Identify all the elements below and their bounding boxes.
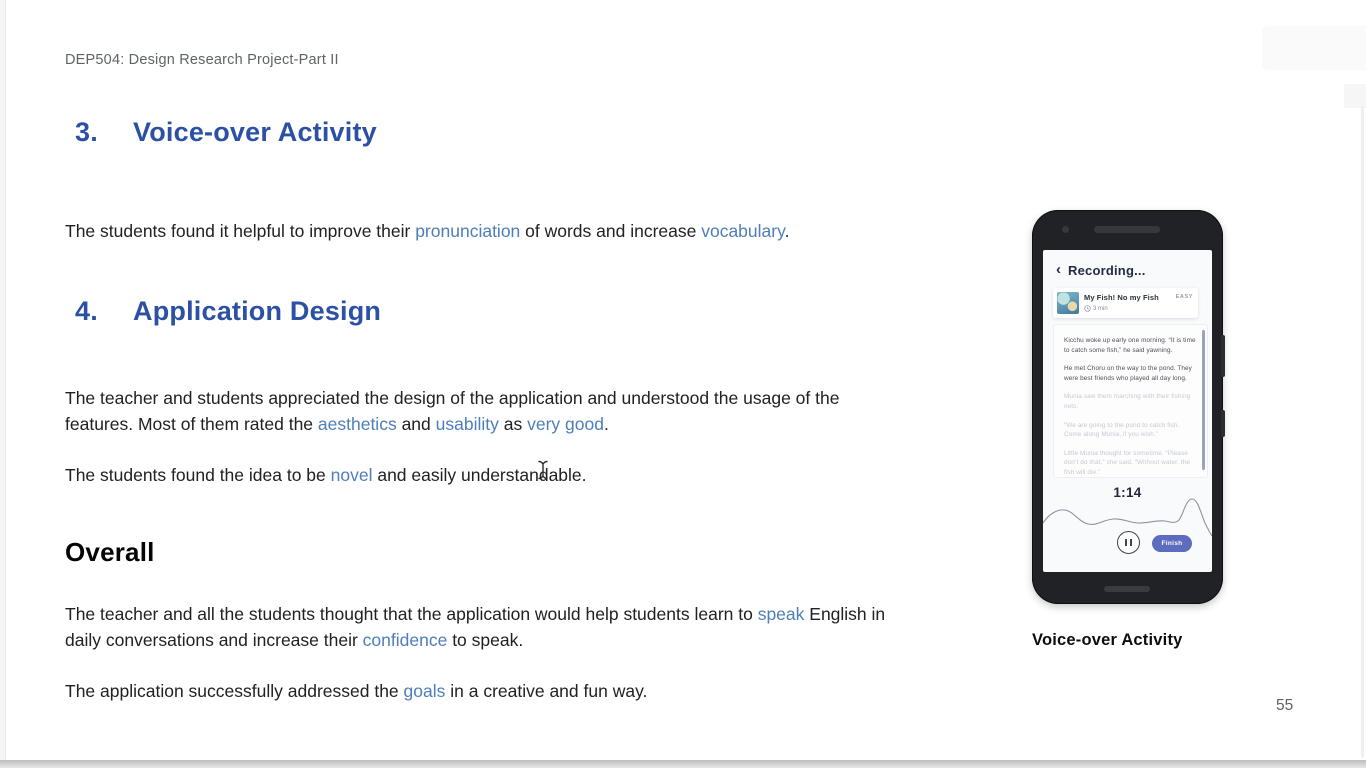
document-header: DEP504: Design Research Project-Part II xyxy=(65,52,339,68)
doc-text: The students found it helpful to improve their xyxy=(65,221,416,241)
page-number: 55 xyxy=(1276,697,1294,714)
heading-voice-over-activity[interactable] xyxy=(0,117,377,148)
faded-overlay-artifact xyxy=(1344,84,1366,108)
faded-overlay-artifact xyxy=(1262,26,1366,70)
front-camera-dot xyxy=(1062,226,1069,233)
doc-text: The students found the idea to be xyxy=(65,465,331,485)
paragraph[interactable] xyxy=(65,385,1025,437)
doc-text: . xyxy=(784,221,790,241)
paragraph[interactable] xyxy=(65,678,1025,704)
doc-link[interactable]: vocabulary xyxy=(701,221,785,241)
story-card xyxy=(1053,288,1198,318)
clock-icon xyxy=(1084,305,1091,312)
figure-caption: Voice-over Activity xyxy=(1032,631,1183,649)
doc-text: The teacher and students appreciated the design of the application and understood the usage of the xyxy=(65,388,840,408)
story-paragraph: Kicchu woke up early one morning. “It is time to catch some fish,” he said yawning. xyxy=(1064,337,1196,354)
recording-timer: 1:14 xyxy=(1113,485,1142,500)
doc-text: features. Most of them rated the xyxy=(65,414,318,434)
window-scrollbar-track[interactable] xyxy=(1361,106,1364,758)
doc-text: English in xyxy=(804,604,886,624)
pause-button xyxy=(1117,531,1140,554)
doc-text: . xyxy=(603,414,609,434)
story-thumbnail xyxy=(1057,292,1079,314)
doc-link[interactable]: speak xyxy=(757,604,805,624)
pause-icon xyxy=(1125,539,1127,546)
paragraph[interactable] xyxy=(65,218,1025,244)
heading-label: Voice-over Activity xyxy=(133,117,377,147)
doc-text: in a creative and fun way. xyxy=(445,681,648,701)
story-paragraph: He met Choru on the way to the pond. They were best friends who played all day long. xyxy=(1064,365,1192,382)
story-text-panel xyxy=(1053,324,1208,478)
doc-link[interactable]: novel xyxy=(330,465,373,485)
doc-link[interactable]: confidence xyxy=(362,630,448,650)
finish-button: Finish xyxy=(1152,535,1192,552)
doc-link[interactable]: pronunciation xyxy=(415,221,521,241)
doc-text: to speak. xyxy=(447,630,524,650)
doc-text: The teacher and all the students thought that the application would help students learn to xyxy=(65,604,758,624)
doc-text: as xyxy=(498,414,528,434)
doc-text: and easily understandable. xyxy=(372,465,587,485)
heading-number: 4. xyxy=(75,296,98,326)
doc-link[interactable]: aesthetics xyxy=(317,414,397,434)
recording-title: Recording... xyxy=(1068,262,1146,278)
chevron-left-icon: ‹ xyxy=(1056,261,1061,278)
heading-number: 3. xyxy=(75,117,98,147)
doc-link[interactable]: goals xyxy=(403,681,446,701)
paragraph[interactable] xyxy=(65,601,1025,653)
phone-mockup-image[interactable] xyxy=(1032,210,1223,604)
volume-button xyxy=(1221,335,1225,377)
page-left-edge xyxy=(0,0,6,768)
heading-label: Application Design xyxy=(133,296,382,326)
power-button xyxy=(1221,410,1225,437)
story-title: My Fish! No my Fish xyxy=(1084,293,1159,302)
story-paragraph: Little Munia thought for sometime. “Please don’t do that,” she said. “Without water, the fish will die.” xyxy=(1064,449,1190,476)
doc-text: of words and increase xyxy=(520,221,702,241)
doc-link[interactable]: very good xyxy=(527,414,604,434)
doc-text: daily conversations and increase their xyxy=(65,630,363,650)
phone-screen xyxy=(1043,250,1212,572)
text-cursor-ibeam xyxy=(537,460,549,480)
page-bottom-edge xyxy=(0,760,1366,768)
recording-screen-header xyxy=(1056,262,1146,278)
story-duration: 3 min xyxy=(1093,305,1108,312)
story-scrollbar-thumb xyxy=(1202,330,1205,470)
doc-link[interactable]: usability xyxy=(435,414,499,434)
pause-icon xyxy=(1130,539,1132,546)
doc-text: and xyxy=(396,414,436,434)
story-paragraph: Munia saw them marching with their fishing nets. xyxy=(1064,393,1191,410)
doc-text: The application successfully addressed the xyxy=(65,681,404,701)
heading-application-design[interactable] xyxy=(0,296,381,327)
story-paragraph: “We are going to the pond to catch fish. Come along Munia, if you wish.” xyxy=(1064,421,1180,439)
home-indicator xyxy=(1104,586,1150,592)
difficulty-badge: EASY xyxy=(1175,294,1193,300)
earpiece-speaker xyxy=(1094,226,1160,233)
heading-overall[interactable]: Overall xyxy=(65,537,155,567)
